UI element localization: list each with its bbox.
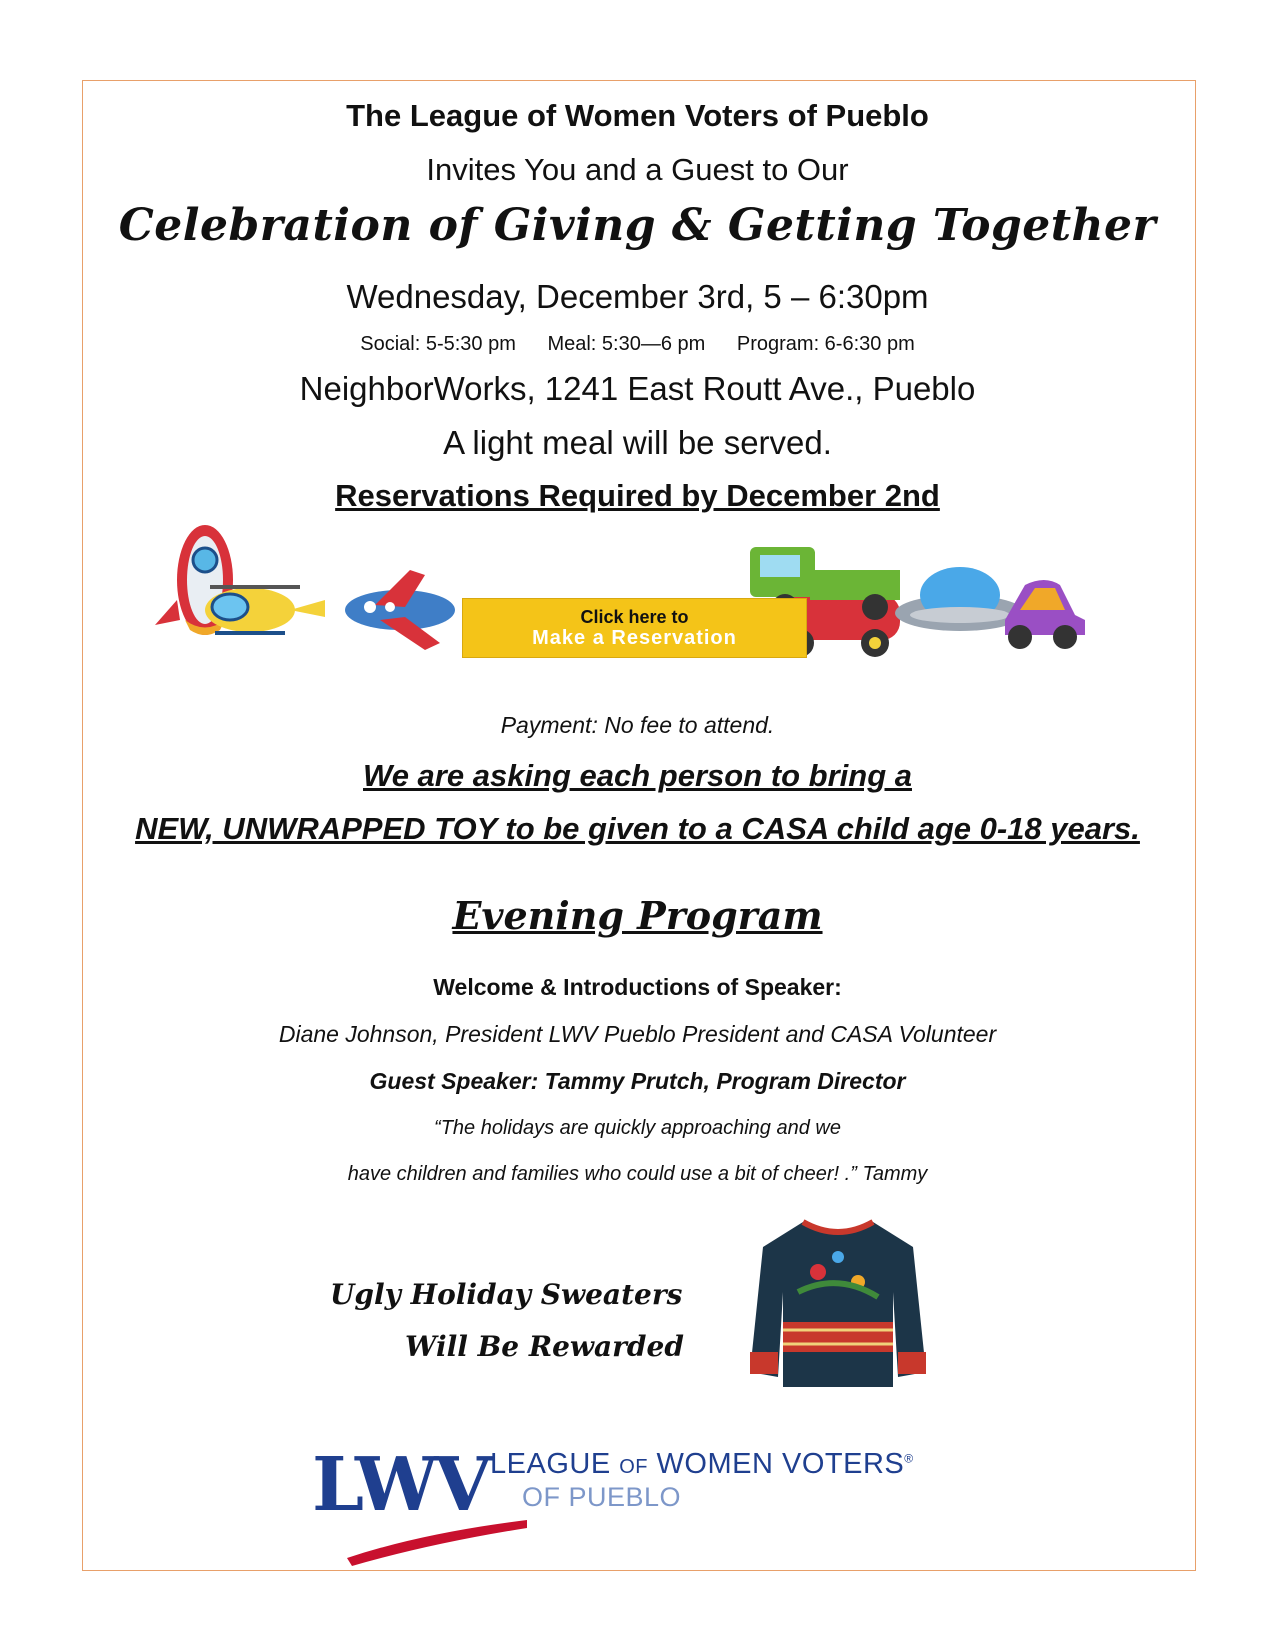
toy-request-line1: We are asking each person to bring a (363, 758, 912, 793)
registered-mark: ® (904, 1451, 914, 1466)
sweater-line1: Ugly Holiday Sweaters (330, 1278, 683, 1311)
schedule-meal: Meal: 5:30—6 pm (547, 333, 706, 355)
program-heading: Evening Program (452, 893, 823, 938)
logo-mark: LWV (312, 1442, 488, 1528)
payment-note: Payment: No fee to attend. (500, 712, 775, 738)
ugly-sweater-image (748, 1212, 928, 1402)
program-welcome: Welcome & Introductions of Speaker: (433, 974, 842, 1000)
meal-note: A light meal will be served. (443, 424, 832, 461)
event-date-time: Wednesday, December 3rd, 5 – 6:30pm (346, 278, 929, 315)
logo-word-league: LEAGUE (490, 1448, 620, 1480)
airplane-icon (345, 570, 455, 650)
program-guest-speaker: Guest Speaker: Tammy Prutch, Program Director (369, 1068, 906, 1094)
schedule-social: Social: 5-5:30 pm (360, 333, 516, 355)
logo-word-of: OF (619, 1456, 648, 1478)
organization-name: The League of Women Voters of Pueblo (346, 98, 929, 133)
quote-line1: “The holidays are quickly approaching and we (434, 1117, 841, 1139)
event-title: Celebration of Giving & Getting Together (118, 200, 1157, 251)
lwv-logo (312, 1440, 972, 1560)
reservation-button-line2: Make a Reservation (532, 627, 737, 649)
logo-line2: OF PUEBLO (522, 1482, 682, 1512)
reservation-button-line1: Click here to (580, 607, 689, 627)
make-reservation-button[interactable] (462, 598, 807, 658)
logo-words-women-voters: WOMEN VOTERS (648, 1448, 905, 1480)
invite-line: Invites You and a Guest to Our (426, 152, 849, 187)
event-venue: NeighborWorks, 1241 East Routt Ave., Pueblo (299, 370, 976, 407)
reservation-deadline: Reservations Required by December 2nd (335, 478, 940, 513)
logo-swoosh-icon (342, 1498, 532, 1568)
logo-line1 (490, 1448, 914, 1481)
quote-line2: have children and families who could use a bit of cheer! .” Tammy (347, 1163, 928, 1185)
sweater-line2: Will Be Rewarded (405, 1330, 684, 1363)
program-host: Diane Johnson, President LWV Pueblo President and CASA Volunteer (278, 1021, 997, 1047)
helicopter-icon (205, 585, 325, 635)
schedule-program: Program: 6-6:30 pm (736, 333, 915, 355)
purple-car-icon (1005, 580, 1085, 649)
toy-request-line2: NEW, UNWRAPPED TOY to be given to a CASA child age 0-18 years. (135, 811, 1140, 846)
event-schedule (0, 333, 1275, 356)
